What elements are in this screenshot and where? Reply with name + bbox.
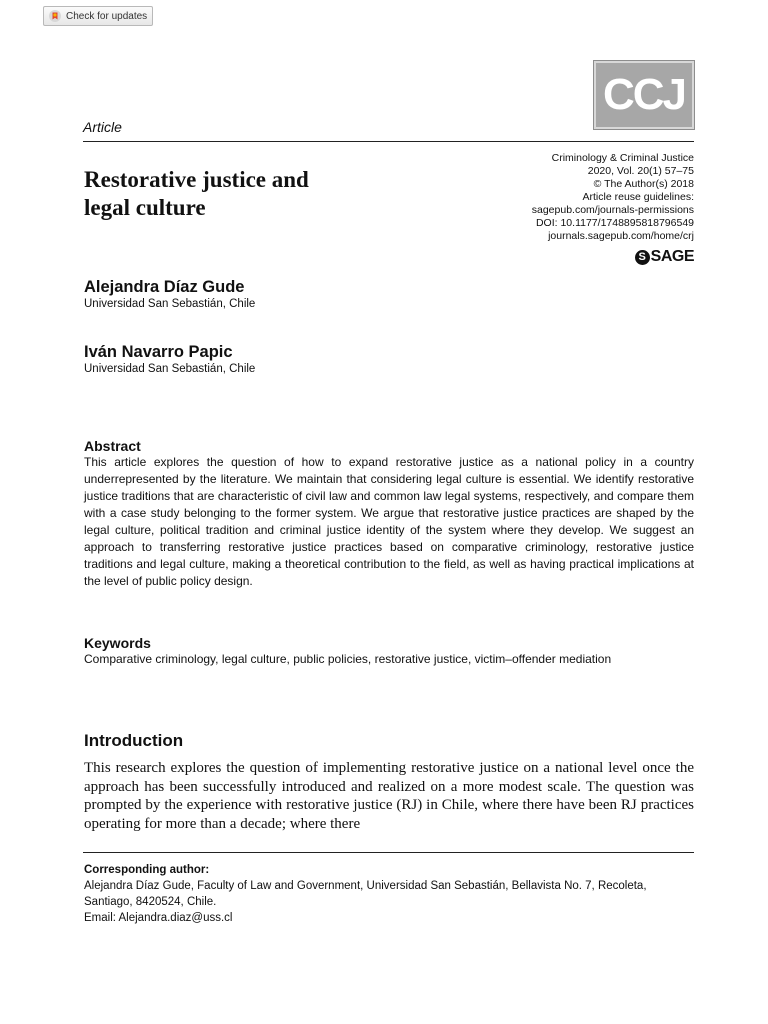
article-type-label: Article — [83, 119, 122, 135]
journal-logo-text: CCJ — [602, 70, 686, 119]
doi-text[interactable]: DOI: 10.1177/1748895818796549 — [535, 217, 694, 229]
footnote-divider — [83, 852, 694, 853]
article-title — [84, 166, 444, 222]
corresponding-author-heading: Corresponding author: — [84, 864, 210, 876]
author-block — [84, 343, 255, 375]
abstract-text: This article explores the question of how to expand restorative justice as a national policy in a country underrepresented by the literature. We maintain that considering legal culture is essential. We identify restorative justice traditions that are characteristic of civil law and common law legal systems, respectively, and compare them with a case study belonging to the former system. We argue that restorative justice practices are shaped by the legal culture, political tradition and criminal justice identity of the system where they develop. We suggest an approach to transferring restorative justice practices based on comparative criminology, restorative justice traditions and legal culture, making a theoretical contribution to the field, as well as having practical implications at the level of public policy design. — [84, 455, 694, 588]
corresponding-author-note — [84, 862, 698, 926]
sage-s-icon: S — [635, 250, 650, 265]
journal-volume: 2020, Vol. 20(1) 57–75 — [587, 165, 694, 177]
publisher-name: SAGE — [650, 248, 694, 265]
journal-logo — [594, 61, 694, 129]
author-block — [84, 278, 255, 310]
reuse-guidelines-label: Article reuse guidelines: — [582, 191, 694, 203]
abstract-section — [84, 438, 694, 590]
keywords-text: Comparative criminology, legal culture, public policies, restorative justice, victim–offender mediation — [84, 652, 612, 666]
header-divider — [83, 141, 694, 142]
title-line-2: legal culture — [84, 195, 206, 220]
keywords-section — [84, 635, 694, 668]
keywords-heading: Keywords — [84, 635, 151, 651]
publisher-logo — [635, 248, 694, 266]
check-for-updates-button[interactable] — [43, 6, 153, 26]
journal-name: Criminology & Criminal Justice — [551, 152, 694, 164]
introduction-section — [84, 731, 694, 833]
title-line-1: Restorative justice and — [84, 167, 309, 192]
journal-copyright: © The Author(s) 2018 — [593, 178, 694, 190]
permissions-link[interactable]: sagepub.com/journals-permissions — [531, 204, 694, 216]
author-name: Alejandra Díaz Gude — [84, 278, 245, 296]
author-affiliation: Universidad San Sebastián, Chile — [84, 298, 256, 310]
introduction-text: This research explores the question of implementing restorative justice on a national level once the approach has been successfully introduced and realized on a more modest scale. The question was prompted by the experience with restorative justice (RJ) in Chile, where there have been RJ practices operating for more than a decade; where there — [84, 760, 694, 832]
check-for-updates-label: Check for updates — [66, 10, 148, 22]
corresponding-author-address: Alejandra Díaz Gude, Faculty of Law and Government, Universidad San Sebastián, Bellavista No. 7, Recoleta, Santiago, 8420524, Chile. — [84, 880, 647, 908]
introduction-heading: Introduction — [84, 731, 184, 750]
abstract-heading: Abstract — [84, 438, 141, 454]
author-affiliation: Universidad San Sebastián, Chile — [84, 363, 256, 375]
journal-home-link[interactable]: journals.sagepub.com/home/crj — [548, 230, 694, 242]
author-name: Iván Navarro Papic — [84, 343, 233, 361]
update-badge-icon — [49, 10, 61, 22]
journal-info — [532, 152, 694, 243]
corresponding-author-email[interactable]: Email: Alejandra.diaz@uss.cl — [84, 912, 233, 924]
